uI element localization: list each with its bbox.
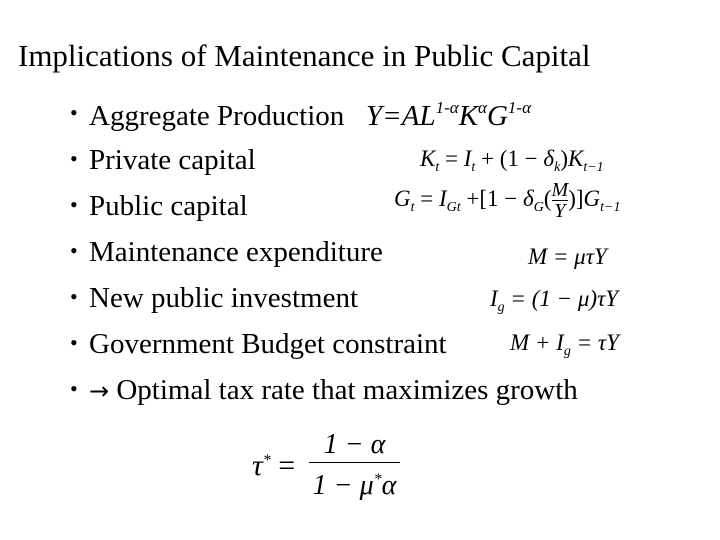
bullet-label: Maintenance expenditure	[89, 236, 383, 268]
private-capital-equation: $K_t = I_t + (1 - \delta_k)K_{t-1}$	[420, 146, 604, 175]
optimal-tax-fraction: $\frac{1 - \alpha}{1 - \mu^*\alpha}$	[309, 428, 401, 503]
m-over-y-fraction: $\frac{M}{Y}$	[551, 179, 569, 222]
bullet-label: Aggregate Production $Y=AL^{1-\alpha}K^\alpha G^{1-\alpha}$	[89, 98, 532, 132]
bullet-label: → Optimal tax rate that maximizes growth	[89, 374, 578, 406]
bullet-marker: •	[70, 330, 78, 355]
optimal-tax-equation: τ* = $\frac{1 - \alpha}{1 - \mu^*\alpha}$	[252, 428, 400, 503]
public-investment-equation: $I_g = (1 - \mu)\tau Y$	[490, 286, 619, 315]
bullet-marker: •	[70, 146, 78, 171]
bullet-marker: •	[70, 376, 78, 401]
slide-title: Implications of Maintenance in Public Capital	[18, 38, 591, 73]
bullet-label: New public investment	[89, 282, 359, 314]
bullet-marker: •	[70, 100, 78, 125]
maintenance-equation: M = μτY	[528, 244, 607, 269]
public-capital-equation: $G_t = I_{Gt} +[1 - \delta_G$( $\frac{M}{Y}$ )]$G_{t-1}$	[394, 179, 621, 222]
right-arrow-icon: →	[89, 377, 110, 405]
bullet-label: Public capital	[89, 190, 248, 222]
production-function: $Y=AL^{1-\alpha}K^\alpha G^{1-\alpha}$	[366, 98, 532, 132]
bullet-marker: •	[70, 284, 78, 309]
budget-constraint-equation: $M + I_g = \tau Y$	[510, 330, 619, 359]
bullet-marker: •	[70, 238, 78, 263]
bullet-label: Private capital	[89, 144, 256, 176]
bullet-label: Government Budget constraint	[89, 328, 447, 360]
bullet-marker: •	[70, 192, 78, 217]
